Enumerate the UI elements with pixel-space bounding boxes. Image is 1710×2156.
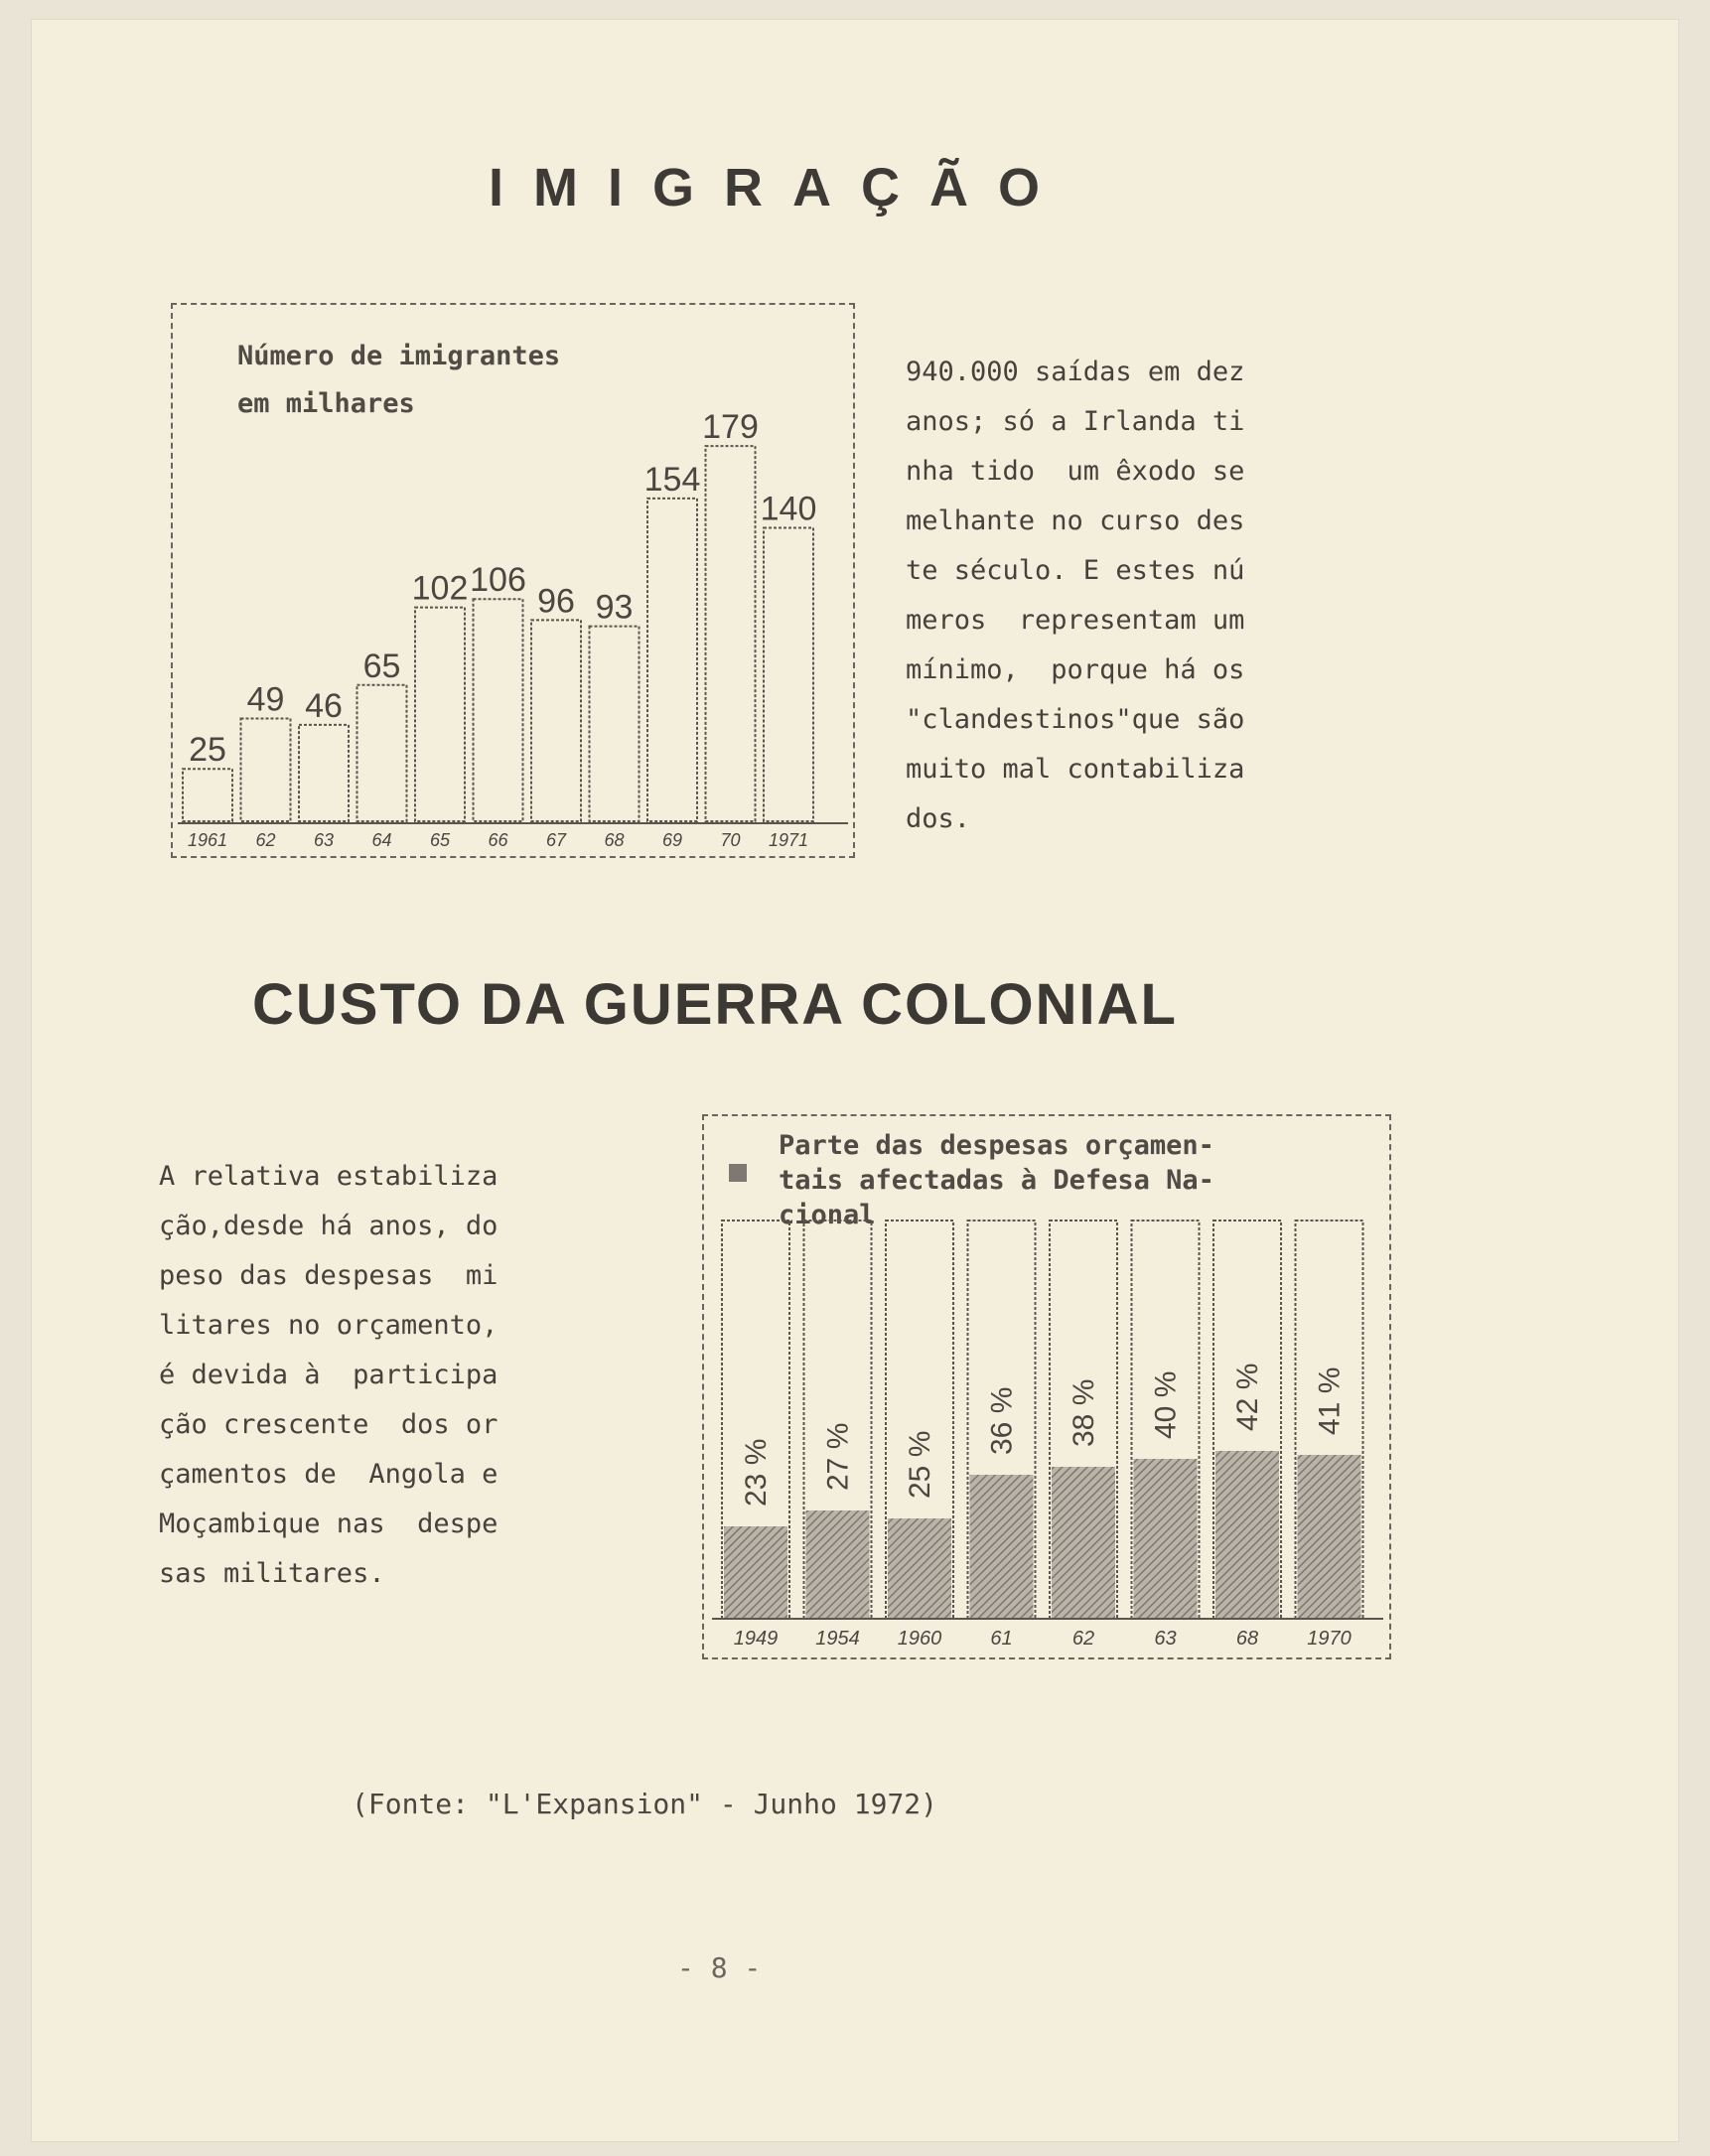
- defense-spending-chart: [702, 1114, 1391, 1659]
- data-label: 65: [362, 647, 401, 685]
- tick-label: 1949: [733, 1628, 779, 1650]
- text-line: litares no orçamento,: [159, 1310, 499, 1341]
- immigration-bars: [173, 305, 853, 856]
- page-number: - 8 -: [677, 1951, 762, 1984]
- text-line: 940.000 saídas em dez: [906, 357, 1245, 387]
- text-line: ção,desde há anos, do: [159, 1211, 499, 1241]
- text-line: dos.: [906, 803, 971, 834]
- tick-label: 62: [1071, 1628, 1095, 1650]
- bar: [1215, 1451, 1279, 1618]
- text-line: meros representam um: [906, 605, 1245, 636]
- text-line: sas militares.: [159, 1558, 385, 1589]
- defense-label-line3: cional: [779, 1200, 876, 1230]
- text-line: A relativa estabiliza: [159, 1161, 499, 1192]
- bar: [183, 769, 232, 821]
- data-label: 36 %: [985, 1386, 1019, 1455]
- data-label: 140: [760, 490, 817, 528]
- tick-label: 1960: [897, 1628, 942, 1650]
- tick-label: 61: [990, 1628, 1013, 1650]
- tick-label: 63: [313, 830, 335, 850]
- data-label: 23 %: [740, 1438, 773, 1507]
- defense-bars: [704, 1116, 1389, 1657]
- tick-label: 67: [545, 830, 567, 850]
- tick-label: 66: [488, 830, 508, 850]
- document-page: [32, 20, 1678, 2141]
- tick-label: 1971: [768, 830, 809, 850]
- tick-label: 68: [604, 830, 625, 850]
- data-label: 154: [643, 460, 701, 499]
- source-citation: (Fonte: "L'Expansion" - Junho 1972): [352, 1788, 938, 1820]
- immigration-paragraph: [906, 348, 1244, 844]
- tick-label: 63: [1154, 1628, 1177, 1650]
- data-label: 102: [411, 569, 469, 608]
- data-label: 179: [702, 408, 759, 447]
- text-line: "clandestinos"que são: [906, 704, 1245, 735]
- tick-label: 1954: [815, 1628, 860, 1650]
- immigration-label-line1: Número de imigrantes: [237, 341, 561, 371]
- text-line: muito mal contabiliza: [906, 754, 1245, 785]
- data-label: 27 %: [821, 1422, 855, 1491]
- bar: [706, 446, 756, 821]
- bar: [1134, 1459, 1198, 1618]
- bar: [415, 608, 465, 821]
- tick-label: 70: [720, 830, 741, 850]
- bar: [299, 725, 349, 821]
- text-line: melhante no curso des: [906, 505, 1245, 536]
- data-label: 25 %: [904, 1430, 936, 1499]
- immigration-label-line2: em milhares: [237, 388, 415, 419]
- war-cost-heading: CUSTO DA GUERRA COLONIAL: [252, 972, 1178, 1037]
- data-label: 46: [305, 686, 343, 725]
- data-label: 106: [470, 561, 526, 600]
- text-line: peso das despesas mi: [159, 1260, 499, 1291]
- tick-label: 1961: [187, 830, 228, 850]
- data-label: 96: [537, 582, 575, 621]
- data-label: 41 %: [1313, 1366, 1347, 1435]
- text-line: çamentos de Angola e: [159, 1459, 499, 1490]
- bar: [764, 527, 813, 821]
- bar: [1052, 1467, 1115, 1618]
- tick-label: 68: [1235, 1628, 1259, 1650]
- bar: [724, 1526, 787, 1618]
- text-line: Moçambique nas despe: [159, 1509, 499, 1539]
- bar: [970, 1475, 1034, 1618]
- text-line: anos; só a Irlanda ti: [906, 406, 1245, 437]
- defense-label-line2: tais afectadas à Defesa Na-: [779, 1165, 1214, 1196]
- bar: [590, 627, 640, 821]
- bar: [888, 1518, 951, 1618]
- bar: [531, 620, 581, 821]
- text-line: nha tido um êxodo se: [906, 456, 1245, 487]
- data-label: 38 %: [1068, 1378, 1100, 1447]
- data-label: 42 %: [1231, 1363, 1264, 1431]
- tick-label: 69: [661, 830, 683, 850]
- text-line: ção crescente dos or: [159, 1409, 499, 1440]
- data-label: 93: [595, 588, 634, 627]
- tick-label: 1970: [1307, 1628, 1352, 1650]
- text-line: é devida à participa: [159, 1360, 499, 1390]
- tick-label: 65: [429, 830, 451, 850]
- bar: [1298, 1455, 1361, 1618]
- text-line: te século. E estes nú: [906, 555, 1245, 586]
- data-label: 49: [246, 680, 285, 719]
- tick-label: 64: [371, 830, 392, 850]
- bar: [647, 499, 697, 821]
- data-label: 40 %: [1149, 1370, 1183, 1439]
- immigration-chart: [171, 303, 855, 858]
- page-title: IMIGRAÇÃO: [489, 158, 1069, 217]
- bar: [241, 719, 291, 821]
- bar: [357, 685, 407, 821]
- bar: [474, 599, 523, 821]
- tick-label: 62: [255, 830, 276, 850]
- war-cost-paragraph: [159, 1152, 498, 1599]
- text-line: mínimo, porque há os: [906, 654, 1245, 685]
- data-label: 25: [189, 731, 226, 770]
- bar: [806, 1510, 870, 1618]
- defense-label-line1: Parte das despesas orçamen-: [779, 1130, 1214, 1161]
